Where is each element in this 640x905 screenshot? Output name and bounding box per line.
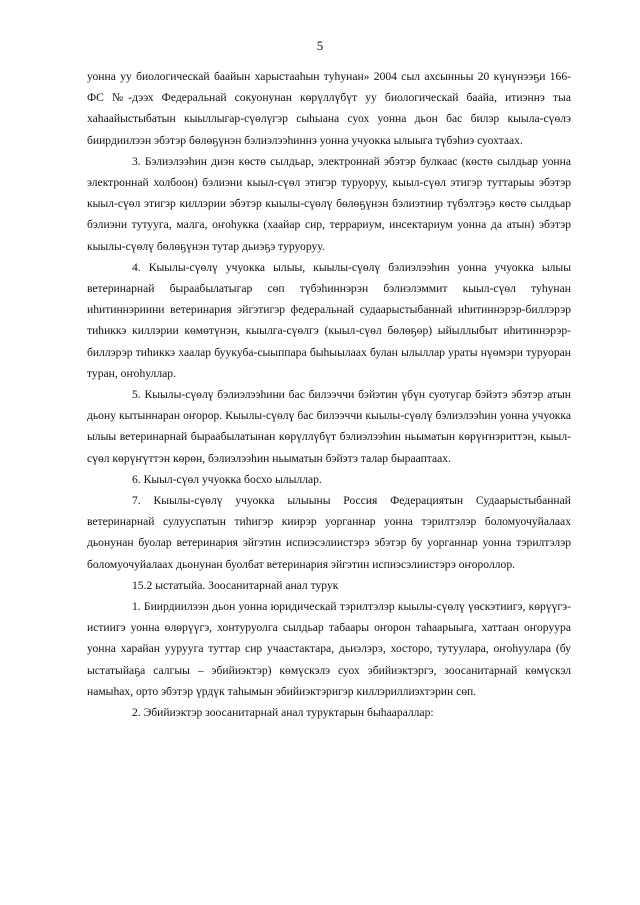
paragraph-item-5: 5. Кыылы-сүөлү бэлиэлээһини бас билээччи бэйэтин үбүн суотугар бэйэтэ эбэтэр атын дьону кытыннаран оҥорор. Кыылы-сүөлү бас билээччи кыылы-сүөлү бэлиэлээһин уонна учуокка ылыы ветеринарнай быраабылатынан көрүллүбүт бэлиэлээһин ньыматын көрүҥнэриттэн, кыыл-сүөл көрүҥүттэн көрөн, бэлиэлээһин ньыматын бэйэтэ талар бырааптаах. [87, 388, 571, 465]
paragraph-item-4: 4. Кыылы-сүөлү учуокка ылыы, кыылы-сүөлү бэлиэлээһин уонна учуокка ылыы ветеринарнай быраабылатыгар сөп түбэһиннэрэн бэлиэлэммит кыыл-сүөл туһунан иһитиннэриини ветеринария эйгэтигэр федеральнай судаарыстыбаннай иһитиннэрэр-биллэрэр тиһиккэ киллэрии көмөтүнэн, кыылга-сүөлгэ (кыыл-сүөл бөлөҕөр) ыйыллыбыт иһитиннэрэр-биллэрэр тиһиккэ хаалар буукуба-сыыппара быһыылаах булан ылыллар ураты нүөмэри туруоран туран, оҥоһуллар. [87, 260, 571, 380]
paragraph-item-7: 7. Кыылы-сүөлү учуокка ылыыны Россия Федерациятын Судаарыстыбаннай ветеринарнай сулууспатын тиһигэр киирэр уорганнар уонна тэрилтэлэр боломуочуйалаах дьонунан буолар ветеринария эйгэтин испиэсэлиистэрэ эбэтэр бу уорганнар уонна тэрилтэлэр боломуочуйалаах дьонунан буолбат ветеринария эйгэтин испиэсэлиистэрэ оҥороллор. [87, 494, 571, 571]
paragraph-item-6: 6. Кыыл-сүөл учуокка босхо ылыллар. [132, 472, 322, 486]
paragraph-sub-2: 2. Эбийиэктэр зоосанитарнай анал туруктарын быһаараллар: [132, 706, 434, 720]
document-body [87, 66, 571, 723]
paragraph-sub-1: 1. Биирдиилээн дьон уонна юридическай тэрилтэлэр кыылы-сүөлү үөскэтиигэ, көрүүгэ-истиигэ уонна өлөрүүгэ, хонтуруолга сылдьар табаары оҥорон таһаарыыга, хаттаан оҥоруура уонна харайан уурууга туттар сир учаастактара, дьиэлэрэ, хосторо, тутуулара, оҥоһуулара (бу ыстатыйаҕа салгыы – эбийиэктэр) көмүскэлэ суох эбийиэктэргэ, зоосанитарнай көмүскэл намыһах, орто эбэтэр үрдүк таһымын эбийиэктэригэр киллэриллиэхтэрин сөп. [87, 600, 571, 698]
paragraph-continuation: уонна уу биологическай баайын харыстааһын туһунан» 2004 сыл ахсынньы 20 күнүнээҕи 166-ФС №-дээх Федеральнай сокуонунан көрүллүбүт уу биологическай баайа, итиэннэ тыа хаһаайыстыбатын кыыллыгар-сүөлүгэр сыһыана суох уонна дьон бас билэр кыыла-сүөлэ биирдиилээн эбэтэр бөлөҕүнэн бэлиэлээһиннэ уонна учуокка ылыыга түбэһиэ суохтаах. [87, 70, 571, 147]
page-number: 5 [316, 38, 324, 53]
paragraph-item-3: 3. Бэлиэлээһин диэн көстө сылдьар, электроннай эбэтэр булкаас (көстө сылдьар уонна электроннай холбоон) бэлиэни кыыл-сүөл этигэр туруоруу, кыыл-сүөл этигэр туттарыы эбэтэр кыыл-сүөл этигэр киллэрии эбэтэр кыылы-сүөлү бөлөҕүнэн бэлиэтиир түбэлтэҕэ көстө сылдьар бэлиэни тутууга, малга, оҥоһукка (хаайар сир, террариум, инсектариум уонна да атын) эбэтэр кыылы-сүөлү бөлөҕүнэн тутар дьиэҕэ туруоруу. [87, 154, 571, 253]
section-heading-15-2: 15.2 ыстатыйа. Зоосанитарнай анал турук [132, 578, 339, 592]
